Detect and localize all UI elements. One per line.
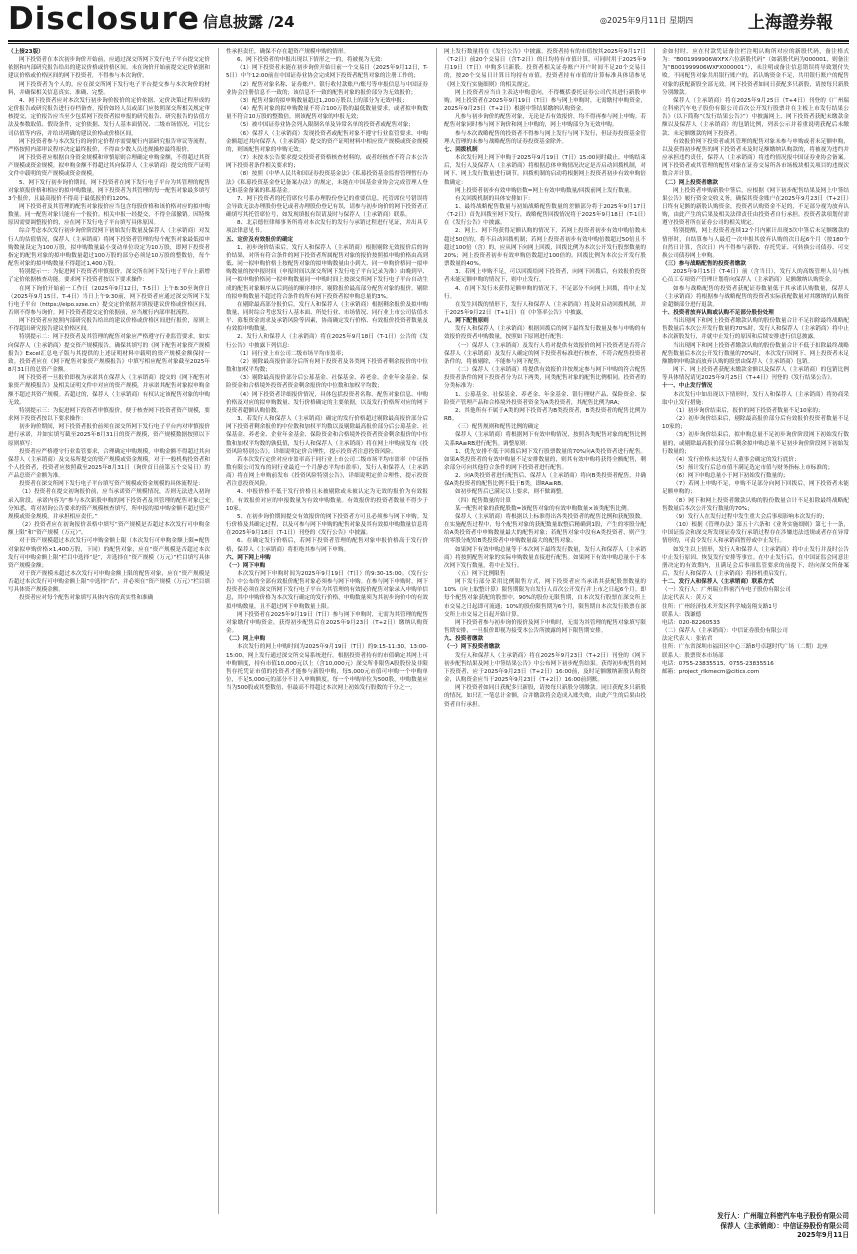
paragraph: 网下投资者一旦报价即视为承诺其在保荐人（主承销商）提交的《网下配售对象资产规模报告》及相关证明文件中对应的资产规模，并承诺其配售对象拟申购金额不超过其资产规模。若超过的，保荐人（主承销商）有权认定该配售对象的申购无效。 — [8, 375, 210, 406]
text-column-2 — [226, 48, 428, 1216]
paragraph: 网下发行部分采用比例限售方式，网下投资者应当承诺其获配股票数量的10%（向上取整计算）限售期限为自发行人首次公开发行并上市之日起6个月。即每个配售对象获配的股票中，90%的股份无限售期，自本次发行股票在深交所上市交易之日起即可流通；10%的股份限售期为6个月，限售期自本次发行股票在深交所上市交易之日起开始计算。 — [444, 579, 646, 618]
paragraph: 网下投资者应根据自身资金规模和审慎原则合理确定申购金额，不得超过其资产规模或资金规模。拟申购金额不得超过其向保荐人（主承销商）提交的资产证明文件中载明的资产规模或资金规模。 — [8, 155, 210, 178]
section-heading: 十、投资者放弃认购或认购不足部分股份处理 — [662, 310, 774, 316]
paragraph: 联系人：股票资本市场部 — [662, 652, 724, 659]
paragraph: 网上投资者申购新股中签后，应根据《网下初步配售结果及网上中签结果公告》履行资金交收义务，确保其资金账户在2025年9月23日（T+2日）日终有足额的新股认购资金，投资者认购资金不足的，不足部分视为放弃认购，由此产生的后果及相关法律责任由投资者自行承担。投资者款项划付需遵守投资者所在证券公司的相关规定。 — [662, 187, 849, 227]
paragraph: 电话：020-82260533 — [662, 619, 720, 626]
issue-date: ◎2025年9月11日 星期四 — [600, 16, 694, 25]
paragraph: （1）投资者在提交初询报价前，应当承诺资产规模情况，否则无法进入初询录入阶段。承诺内容为“参与本次新股申购的网下投资者及其管理的配售对象已充分知悉，将对初询公告要求的资产规模核查填写，所申报的拟申购金额不超过资产规模或资金规模，并承担相应责任。” — [8, 489, 210, 520]
paragraph: （一）发行人：广州瑞立科密汽车电子股份有限公司 — [662, 587, 791, 594]
paragraph: （一）保荐人（主承销商）及发行人将对提供有效报价的网下投资者是否符合保荐人（主承销商）及发行人确定的网下投资者标准进行核查，不符合配售投资者条件的，将被剔除，不能参与网下配售。 — [444, 342, 646, 365]
paragraph: 本次发行中如出现以下情形时，发行人和保荐人（主承销商）将协商采取中止发行措施： — [662, 391, 849, 406]
paragraph: （3）剔除最高报价部分后公募基金、社保基金、养老金、企业年金基金、保险资金和合格境外投资者资金剩余报价的中位数和加权平均数； — [226, 375, 428, 390]
paragraph: （三）配售规则和配售比例的确定 — [455, 424, 539, 431]
paragraph: 性承担责任，确保不存在超资产规模申购的情形。 — [226, 49, 350, 55]
newspaper-name: 上海證券報 — [748, 13, 833, 33]
paragraph: 6、在确定发行价格后，若网下投资者管理的配售对象申报价格高于发行价格，保荐人（主承销商）将拒绝其参与网下申购。 — [226, 538, 428, 553]
masthead — [0, 0, 857, 38]
paragraph: 参与本次战略配售的投资者不得参与网上发行与网下发行，但证券投资基金管理人管理的未参与战略配售的证券投资基金除外。 — [444, 130, 646, 145]
paragraph: 有效报价网下投资者或其管理的配售对象未参与申购或者未足额申购，以及获得初步配售的网下投资者未及时足额缴纳认购款的，将被视为违约并应承担违约责任，保荐人（主承销商）将违约情况报中国证券业协会备案。网下投资者或其管理的配售对象在证券交易所各市场板块相关项目的违规次数合并计算。 — [662, 138, 849, 178]
paragraph: 综合考虑本次发行初步询价阶段网下初始发行数量及保荐人（主承销商）对发行人的估值情况，保荐人（主承销商）将网下投资者管理的每个配售对象最低拟申购数量设定为100万股，拟申购数量最小变动单位设定为10万股，即网下投资者指定的配售对象的拟申购数量超过100万股的部分必须是10万股的整数倍，每个配售对象的拟申购数量不得超过1,400万股。 — [8, 228, 210, 268]
section-heading: 九、投资者缴款 — [444, 636, 484, 643]
paragraph: 5、在初步询价期间提交有效报价的网下投资者方可且必须参与网下申购。发行价格及其确定过程，以及可参与网下申购的配售对象及其有效拟申购数量信息将在2025年9月18日（T-1日）刊登的《发行公告》中披露。 — [226, 513, 428, 537]
paragraph: 本次发行的网上申购时间为2025年9月19日（T日）的9:15-11:30，13:00-15:00。网上发行通过深交所交易系统进行。根据投资者持有的市值确定其网上可申购额度，持有市值10,000元以上（含10,000元）深交所非限售A股股份及非限售存托凭证市值的投资者才能参与新股申购，每5,000元市值可申购一个申购单位，不足5,000元的部分不计入申购额度。每一个申购单位为500股，申购数量应当为500股或其整数倍，但最高不得超过本次网上初始发行股数的千分之一。 — [226, 644, 428, 692]
section-heading: 十二、发行人和保荐人（主承销商）联系方式 — [662, 579, 774, 586]
section-heading: （二）网上申购 — [226, 636, 266, 643]
paragraph: 对于资产规模超过本次发行可申购金额上限（本次发行可申购金额上限=配售对象拟申购价格×1,400万股，下同）的配售对象，应在“资产规模是否超过本次发行可申购金额上限”栏目中选择“是”，并选择在“资产规模（万元）”栏目填写具体资产规模金额； — [8, 538, 210, 569]
paragraph: 投资者应严格遵守行业监管要求，合理确定申购规模，申购金额不得超过其向保荐人（主承销商）及交易所提交的资产规模或资金规模。对于一般机构投资者和个人投资者，投资者应按照截至2025年8月31日（询价首日前第五个交易日）的产品总资产金额为准。 — [8, 448, 210, 480]
paragraph: 网下投资者应按照内部研究报告给出的建议价格或价格区间进行报价，原则上不得超出研究报告建议价格区间。 — [8, 318, 210, 333]
paragraph: 1、公募基金、社保基金、养老金、年金基金、银行理财产品、保险资金、保险资产管理产品和合格境外投资者资金为A类投资者，其配售比例为RA； — [444, 391, 646, 406]
paragraph: 2、发行人和保荐人（主承销商）将在2025年9月18日（T-1日）公告的《发行公告》中披露下列信息： — [226, 334, 428, 349]
paragraph: 投资者在深交所网下发行电子平台填写资产规模或资金规模的具体流程是： — [19, 481, 204, 488]
issuer-line: 发行人：广州瑞立科密汽车电子股份有限公司 — [717, 1212, 849, 1220]
paragraph: 3、若发行人和保荐人（主承销商）确定的发行价格超过剔除最高报价部分后网下投资者剩余报价的中位数和加权平均数以及剔除最高报价部分后公募基金、社保基金、养老金、企业年金基金、保险资金和合格境外投资者资金剩余报价的中位数和加权平均数的孰低值，发行人和保荐人（主承销商）将在网上申购前发布《投资风险特别公告》，详细说明定价合理性，提示投资者注意投资风险。 — [226, 416, 428, 455]
paragraph: 如参与战略配售的投资者获配证券数量低于其承诺认购数量，保荐人（主承销商）将根据参与战略配售的投资者实际获配数量对其缴纳的认购资金超额部分进行退款。 — [662, 285, 849, 308]
paragraph: 联系人：钱谦德 — [662, 611, 702, 618]
text-column-1 — [8, 48, 210, 1216]
paragraph: 保荐人（主承销商）将根据网下有效申购情况，按照各类配售对象的配售比例关系RA≥RB进行配售。调整原则： — [444, 432, 646, 447]
section-heading: 五、定价及有效报价的确定 — [226, 236, 294, 243]
paragraph: 在网下询价开始前一工作日（2025年9月12日，T-5日）上午8:30至询价日（2025年9月15日，T-4日）当日上午9:30前，网下投资者应通过深交所网下发行电子平台（https://eipo.szse.cn）提交定价依据并填报建议价格或价格区间，否则不得参与询价。网下投资者提交定价依据前，应当履行内部审批流程。 — [8, 285, 210, 316]
paragraph: （2）初步询价结束后，剔除最高报价部分后有效报价投资者数量不足10家的； — [662, 416, 849, 431]
paragraph: 发行人和保荐人（主承销商）将在2025年9月23日（T+2日）刊登的《网下初步配售结果及网上中签结果公告》中公布网下初步配售结果。获得初步配售的网下投资者，应于2025年9月23日（T+2日）16:00前，及时足额缴纳新股认购资金，认购资金应当于2025年9月23日（T+2日）16:00前到账。 — [444, 652, 646, 684]
paragraph: （3）配售对象的拟申购数量超过1,200万股以上的部分为无效申报； — [237, 97, 408, 104]
paragraph: 网下投资者参与初步询价报价及网下申购时，无需为其管理的配售对象填写限售期安排，一旦报价即视为接受本公告所披露的网下限售期安排。 — [444, 619, 646, 635]
paragraph: 3、若网上申购不足，可以回拨给网下投资者，向网下回拨后，有效报价投资者未能足额申购的情况下，则中止发行。 — [444, 269, 646, 284]
paragraph: 保荐人（主承销商）将根据以上标准得出各类投资者的配售比例和获配股数。在实施配售过程中，每个配售对象的获配数量取整后精确到1股，产生的零股分配给A类投资者中申购数量最大的配售对象；若配售对象中没有A类投资者，则产生的零股分配给B类投资者中申购数量最大的配售对象。 — [444, 513, 646, 545]
paragraph: （6）保荐人（主承销商）发现投资者或配售对象不遵守行业监管要求、申购金额超过其向保荐人（主承销商）提交的资产证明材料中相应资产规模或资金规模的，则该配售对象的申购无效； — [226, 130, 428, 153]
paragraph: 投资者应对每个配售对象填写具体内容的真实性和准确 — [19, 595, 154, 602]
paragraph: （6）网下申购总量小于网下初始发行数量的； — [673, 473, 789, 480]
paragraph: 初步询价期间，网下投资者报价前须在深交所网下发行电子平台内对审慎报价进行承诺，并如实填写截至2025年8月31日的资产规模，资产规模数据按照以下原则填写： — [8, 424, 210, 447]
section-heading: 七、回拨机制 — [444, 146, 478, 153]
column-divider — [654, 48, 655, 1214]
paragraph: 网下投资者在2025年9月19日（T日）参与网下申购时，无需为其管理的配售对象缴付申购资金，获得初步配售后在2025年9月23日（T+2日）缴纳认购资金。 — [226, 611, 428, 635]
paragraph: （3）初步询价结束后，拟申购总量不足初步询价阶段网下初始发行数量的，或剔除最高报价部分后剩余拟申购总量不足初步询价阶段网下初始发行数量的； — [662, 432, 849, 455]
paragraph: 特别提示三：为促进网下投资者审慎报价，便于核查网下投资者资产规模，要求网下投资者按以下要求操作： — [8, 407, 210, 423]
paragraph: （2）配售对象名称、证券账户、银行收付款账户/账号等申报信息与中国证券业协会注册信息不一致的；该信息不一致的配售对象的报价部分为无效报价； — [226, 81, 428, 96]
paragraph: （9）发行人在发行过程中发生重大会后事项影响本次发行的； — [673, 513, 828, 520]
paragraph: 2、其他所有不属于A类的网下投资者为B类投资者，B类投资者的配售比例为RB。 — [444, 407, 646, 423]
announcement-signature — [602, 1212, 849, 1241]
paragraph: 特别提示二：网下投资者及其管理的配售对象应严格遵守行业监管要求，如实向保荐人（主承销商）提交资产规模报告，确保其填写的《网下配售对象资产规模报告》Excel汇总电子版与其提供的上述证明材料中载明的资产规模金额保持一致。投资者应在《网下配售对象资产规模报告》中填写相应配售对象截至2025年8月31日的总资产金额。 — [8, 334, 210, 374]
paragraph: （1）网下投资者未能在初步询价开始日前一个交易日（2025年9月12日，T-5日）中午12:00前在中国证券业协会完成网下投资者配售对象的注册工作的； — [226, 65, 428, 80]
paragraph: 5、网下发行初步询价期间，网下投资者在网下发行电子平台为其管理的配售对象填报价格和相应的拟申购数量，网下投资者为其管理的每一配售对象最多填写3个报价，且最高报价不得高于最低报价的120%。 — [8, 179, 210, 202]
paragraph: （5）预计发行后总市值不满足选定市值与财务指标上市标准的； — [673, 464, 834, 471]
paragraph: （8）网下和网上投资者缴款认购的股份数量合计不足扣除最终战略配售数量后本次公开发行数量的70%； — [662, 497, 849, 512]
section-heading: （二）网上投资者缴款 — [662, 179, 718, 186]
header-rule — [8, 40, 849, 42]
paragraph: 2025年9月15日（T-4日）前（含当日），发行人的高级管理人员与核心员工专项资产管理计划将向保荐人（主承销商）足额缴纳认购资金。 — [662, 269, 849, 284]
paragraph: 网下投资者参与本次发行的询价定价程序需要履行内部研究报告审议等流程，严格按照内部审议程序决定最终报价，不得由少数人员违规操控最终报价。 — [8, 138, 210, 153]
paragraph: 网下投资者在本次初步询价开始前，应通过深交所网下发行电子平台提交定价依据和内部研究报告给出的建议价格或价格区间。未在询价开始前提交定价依据和建议价格或价格区间的网下投资者，不得参与本次询价。 — [8, 57, 210, 80]
paragraph: 当出现网下和网上投资者缴款认购的股份数量合计不足扣除最终战略配售数量后本次公开发行数量的70%时，发行人和保荐人（主承销商）将中止本次新股发行，并就中止发行的原因和后续安排进行信息披露。 — [662, 318, 849, 341]
paragraph: 在发生回拨的情形下，发行人和保荐人（主承销商）将及时启动回拨机制，并于2025年9月22日（T+1日）在《中签率公告》中披露。 — [444, 301, 646, 316]
paragraph: 网上投资者初步有效申购倍数=网上有效申购数量/回拨前网上发行数量。 — [455, 187, 635, 194]
paragraph: 6、网下投资者的申报出现以下情形之一的，将被视为无效： — [237, 57, 386, 64]
paragraph: （四）配售数量的计算 — [455, 497, 511, 504]
paragraph: 住所：广东省深圳市福田区中心三路8号卓越时代广场（二期）北座 — [662, 644, 828, 651]
paragraph: （8）按照《中华人民共和国证券投资基金法》《私募投资基金监督管理暂行办法》《私募投资基金登记备案办法》的规定，未能在中国基金业协会完成管理人登记和基金备案的私募基金。 — [226, 171, 428, 194]
paragraph: （1）同行业上市公司二级市场平均市盈率； — [237, 350, 347, 357]
paragraph: （二）保荐人（主承销商）将提供有效报价并按规定参与网下申购的符合配售投资者条件的网下投资者分为以下两类，同类配售对象的配售比例相同，投资者的分类标准为： — [444, 367, 646, 390]
paragraph: 7、网下投资者的托管席位号系办理股份登记的重要信息，托管席位号错误将会导致无法办理股份登记或者办理股份登记有误，请参与初步询价的网下投资者正确填写其托管席位号，如发现填报有误请及时与保荐人（主承销商）联系。 — [226, 195, 428, 219]
paragraph: （2）剔除最高报价部分后所有网下投资者及各类网下投资者剩余报价的中位数和加权平均数； — [226, 358, 428, 374]
paragraph: （4）发行价格未达发行人董事会确定的发行底价； — [673, 456, 800, 463]
column-divider — [218, 48, 219, 1214]
paragraph: （五）网下比例限售 — [455, 571, 506, 577]
paragraph: 电话：0755-23835515、0755-23835516 — [662, 660, 774, 667]
paragraph: 凡参与初步询价的配售对象，无论是否有效报价，均不得再参与网上申购。若配售对象同时参与网下询价和网上申购的，网上申购部分为无效申购。 — [444, 114, 646, 129]
paragraph: 1、初步询价结束后，发行人和保荐人（主承销商）根据剔除无效报价后的询价结果，对所有符合条件的网下投资者所属配售对象的报价按照拟申购价格由高到低、同一拟申购价格上按配售对象的拟申购数量由小到大、同一申购价格同一拟申购数量的按申报时间（申报时间以深交所网下发行电子平台记录为准）由晚到早、同一拟申购价格同一拟申购数量同一申购时间上按深交所网下发行电子平台自动生成的配售对象顺序从后到前的顺序排序，剔除报价最高部分配售对象的报价，剔除的拟申购数量不超过符合条件的所有网下投资者拟申购总量的3%。 — [226, 244, 428, 300]
paragraph: 1、最终战略配售数量与初始战略配售数量的差额部分将于2025年9月17日（T-2日）首先回拨至网下发行，战略配售回拨情况将于2025年9月18日（T-1日）在《发行公告》中披露。 — [444, 203, 646, 227]
paragraph: （2）投资者应在初询报价表格中填写“资产规模是否超过本次发行可申购金额上限”和“资产规模（万元）”。 — [8, 522, 210, 537]
paragraph: （10）根据《管理办法》第五十六条和《业务实施细则》第七十一条，中国证监会和深交所发现证券发行承销过程存在涉嫌违法违规或者存在异常情形的，可责令发行人和承销商暂停或中止发行。 — [662, 522, 849, 545]
section-heading: 十一、中止发行情况 — [662, 383, 713, 390]
signature-date: 2025年9月11日 — [797, 1231, 849, 1239]
section-heading: （上接23版） — [8, 49, 44, 55]
paragraph: 网上投资者应当自主表达申购意向，不得概括委托证券公司代其进行新股申购。网上投资者在2025年9月19日（T日）参与网上申购时，无需缴付申购资金，2025年9月23日（T+2日）根据中签结果缴纳认购资金。 — [444, 89, 646, 113]
paragraph: 法定代表人：黄万义 — [662, 595, 713, 602]
paragraph: 对于资产规模未超过本次发行可申购金额上限的配售对象，应在“资产规模是否超过本次发行可申购金额上限”中选择“否”，并必须在“资产规模（万元）”栏目填写具体资产规模金额。 — [8, 571, 210, 594]
paragraph: 网下、网上投资者获配未缴款金额以及保荐人（主承销商）的包销比例等具体情况请见2025年9月25日（T+4日）刊登的《发行结果公告》。 — [662, 367, 849, 382]
paragraph: 网下投资者如同日获配多只新股，请按每只新股分别缴款。同日获配多只新股的情况，如只汇一笔总计金额，合并缴款将会造成入账失败，由此产生的后果由投资者自行承担。 — [444, 685, 646, 708]
text-column-3 — [444, 48, 646, 1216]
section-heading: （三）参与战略配售的投资者缴款 — [662, 261, 746, 268]
paragraph: 本次发行网上网下申购于2025年9月19日（T日）15:00同时截止。申购结束后，发行人及保荐人（主承销商）将根据总体申购情况决定是否启动回拨机制，对网下、网上发行数量进行调节。回拨机制的启动将根据网上投资者初步有效申购倍数确定： — [444, 155, 646, 186]
paragraph: 在剔除最高部分报价后，发行人和保荐人（主承销商）根据剩余报价及拟申购数量，同时综合考虑发行人基本面、所处行业、市场情况、同行业上市公司估值水平、募集资金需求及承销风险等因素，协商确定发行价格、有效报价投资者数量及有效拟申购数量。 — [226, 301, 428, 333]
section-logo: Disclosure — [8, 1, 200, 37]
paragraph: 某一配售对象的获配股数=该配售对象的有效申购数量×该类配售比例。 — [455, 505, 633, 512]
paragraph: 保荐人（主承销商）将在2025年9月25日（T+4日）刊登的《广州瑞立科密汽车电子股份有限公司首次公开发行股票并在主板上市发行结果公告》（以下简称“《发行结果公告》”）中披露网上、网下投资者获配未缴款金额以及保荐人（主承销商）的包销比例，列表公示并着重说明获配后未缴款、未足额缴款的网下投资者。 — [662, 97, 849, 137]
paragraph: 1、优先安排不低于回拨后网下发行股票数量的70%向A类投资者进行配售。如果A类投资者的有效申购量不足安排数量的，则其有效申购将获得全额配售，剩余部分可向其他符合条件的网下投资者进行配售。 — [444, 448, 646, 471]
paragraph: 网上发行数量将在《发行公告》中披露。投资者持有的市值按其2025年9月17日（T-2日）前20个交易日（含T-2日）的日均持有市值计算，可同时用于2025年9月19日（T日）申购多只新股。投资者相关证券账户开户时间不足20个交易日的，按20个交易日计算日均持有市值。投资者持有市值的计算标准具体请参见《网上发行实施细则》的相关规定。 — [444, 49, 646, 88]
paragraph: 2、向A类投资者进行配售后，保荐人（主承销商）将向B类投资者配售，并确保A类投资者的配售比例不低于B类，即RA≥RB。 — [444, 473, 646, 488]
paragraph: 网下投资者为个人的，应在深交所网下发行电子平台提交参与本次询价的材料，并确保相关信息真实、准确、完整。 — [8, 81, 210, 96]
paragraph: 当出现网下和网上投资者缴款认购的股份数量合计不低于扣除最终战略配售数量后本次公开发行数量的70%时，本次发行因网下、网上投资者未足额缴纳申购款而放弃认购的股票由保荐人（主承销商）包销。 — [662, 342, 849, 365]
paragraph: 4、申报价格不低于发行价格且未被剔除或未被认定为无效的报价为有效报价。有效报价对应的申报数量为有效申购数量。有效报价的投资者数量不得少于10家。 — [226, 489, 428, 512]
section-heading: （一）网下投资者缴款 — [444, 644, 500, 651]
paragraph: 金如付时，应在付款凭证备注栏注明认购所对应的新股代码，备注格式为：“B001999906WXFX六位新股代码”（如新股代码为000001，则备注为“B001999906WXFX000001”），未注明或备注信息错误将导致划付失败。不同配售对象共用银行账户的，若认购资金不足，共用银行账户的配售对象的获配新股全部无效。网下投资者如同日获配多只新股，请按每只新股分别缴款。 — [662, 49, 849, 96]
paragraph: 4、在网下发行未获得足额申购的情况下，不足部分不向网上回拨，将中止发行。 — [444, 285, 646, 300]
paragraph: （4）网下投资者详细报价情况，具体包括投资者名称、配售对象信息、申购价格及对应的拟申购数量、发行价格确定的主要依据，以及发行价格所对应的网下投资者超额认购倍数。 — [226, 391, 428, 414]
paragraph: 本次发行网下申购时间为2025年9月19日（T日）的9:30-15:00。《发行公告》中公布的全部有效报价配售对象必须参与网下申购。在参与网下申购时，网下投资者必须在深交所网下发行电子平台为其管理的有效报价配售对象录入申购单信息，其中申购价格为本次发行确定的发行价格，申购数量须为其初步询价中的有效拟申购数量，且不超过网下申购数量上限。 — [226, 571, 428, 610]
paragraph: 2、网上、网下均获得足额认购的情况下，若网上投资者初步有效申购倍数未超过50倍的，将不启动回拨机制；若网上投资者初步有效申购倍数超过50倍且不超过100倍（含）的，应从网下向网上回拨，回拨比例为本次公开发行股票数量的20%；网上投资者初步有效申购倍数超过100倍的，回拨比例为本次公开发行股票数量的40%。 — [444, 228, 646, 268]
section-heading: 八、网下配售原则 — [444, 318, 489, 325]
paragraph: （7）若网上申购不足，申购不足部分向网下回拨后，网下投资者未能足额申购的； — [662, 481, 849, 496]
header-rule-thin — [8, 43, 849, 44]
paragraph: （4）配售对象的拟申购数量不符合100万股的最低数量要求，或者拟申购数量不符合10万股的整数倍，则该配售对象的申报无效； — [226, 106, 428, 121]
paragraph: 网下投资者及其管理的配售对象报价应当包含每股价格和该价格对应的拟申购数量。同一配售对象只能有一个报价。相关申报一经提交，不得全部撤销。因特殊原因需要调整报价的，应在网下发行电子平台填写具体原因。 — [8, 203, 210, 227]
text-column-4 — [662, 48, 849, 1216]
paragraph: 4、网下投资者应对本次发行初步询价报价的定价依据、定价决策过程形成的定价报告或研究报告进行存档备查，报价如经人员或部门应按照深交所相关规定审核提交，定价报告应当至少包括网下投资者拟申报的研究报告、研究报告的估值方法及参数取值、假设条件，定价依据、发行人基本面情况、二级市场情况、可比公司估值等内容，并给出明确的建议价格或价格区间。 — [8, 97, 210, 137]
paragraph: 法定代表人：张佑君 — [662, 636, 713, 643]
paragraph: （1）初步询价结束后，报价的网下投资者数量不足10家的； — [673, 407, 824, 414]
paragraph: 特别提醒，网上投资者连续12个月内累计出现3次中签后未足额缴款的情形时，自结算参与人最近一次申报其放弃认购的次日起6个月（按180个自然日计算，含次日）内不得参与新股、存托凭证、可转换公司债券、可交换公司债券网上申购。 — [662, 228, 849, 259]
sponsor-line: 保荐人（主承销商）：中信证券股份有限公司 — [720, 1221, 849, 1230]
paragraph: （5）被中国证券业协会列入限制名单及异常名单的投资者或配售对象； — [237, 122, 414, 129]
paragraph: 如果网下有效申购总量等于本次网下最终发行数量，发行人和保荐人（主承销商）将按照配售对象的实际申购数量直接进行配售。如果网下有效申购总量小于本次网下发行数量，将中止发行。 — [444, 546, 646, 569]
paragraph: 如发生以上情形，发行人和保荐人（主承销商）将中止发行并及时公告中止发行原因、恢复发行安排等事宜。在中止发行后，在中国证监会同意注册决定的有效期内，且满足会后事项监管要求的前提下，经向深交所备案后，发行人和保荐人（主承销商）将择机重启发行。 — [662, 546, 849, 577]
paragraph: 发行人和保荐人（主承销商）根据回拨后的网下最终发行数量及参与申购的有效报价投资者申购数量，按照如下原则进行配售： — [444, 326, 646, 341]
paragraph: 邮箱：project_rlkmecm@citics.com — [662, 668, 760, 675]
paragraph: （二）保荐人（主承销商）：中信证券股份有限公司 — [662, 628, 788, 635]
paragraph: 8、北京德恒律师事务所将对本次发行的发行与承销过程进行见证，并出具专项法律意见书。 — [226, 220, 428, 235]
section-title: 信息披露 /24 — [203, 13, 295, 31]
paragraph: 有关回拨机制的具体安排如下： — [455, 195, 534, 202]
paragraph: 住所：广州经济技术开发区科学城南翔支路1号 — [662, 603, 778, 610]
column-divider — [436, 48, 437, 1214]
paragraph: 如初步配售后已满足以上要求，则不做调整。 — [455, 489, 567, 496]
section-heading: （一）网下申购 — [226, 562, 266, 569]
paragraph: 若本次发行定价对应市盈率高于同行业上市公司二级市场平均市盈率（中证指数有限公司发布的同行业最近一个月静态平均市盈率），发行人和保荐人（主承销商）将在网上申购前发布《投资风险特别公告》，详细说明定价合理性，提示投资者注意投资风险。 — [226, 456, 428, 488]
paragraph: （7）未按本公告要求提交投资者资格核查材料的，或者经核查不符合本公告网下投资者条件相关要求的； — [226, 155, 428, 170]
section-heading: 六、网下网上申购 — [226, 554, 271, 561]
paragraph: 特别提示一：为促进网下投资者审慎报价，深交所在网下发行电子平台上新增了定价依据核查功能。要求网下投资者按以下要求操作： — [8, 269, 210, 284]
